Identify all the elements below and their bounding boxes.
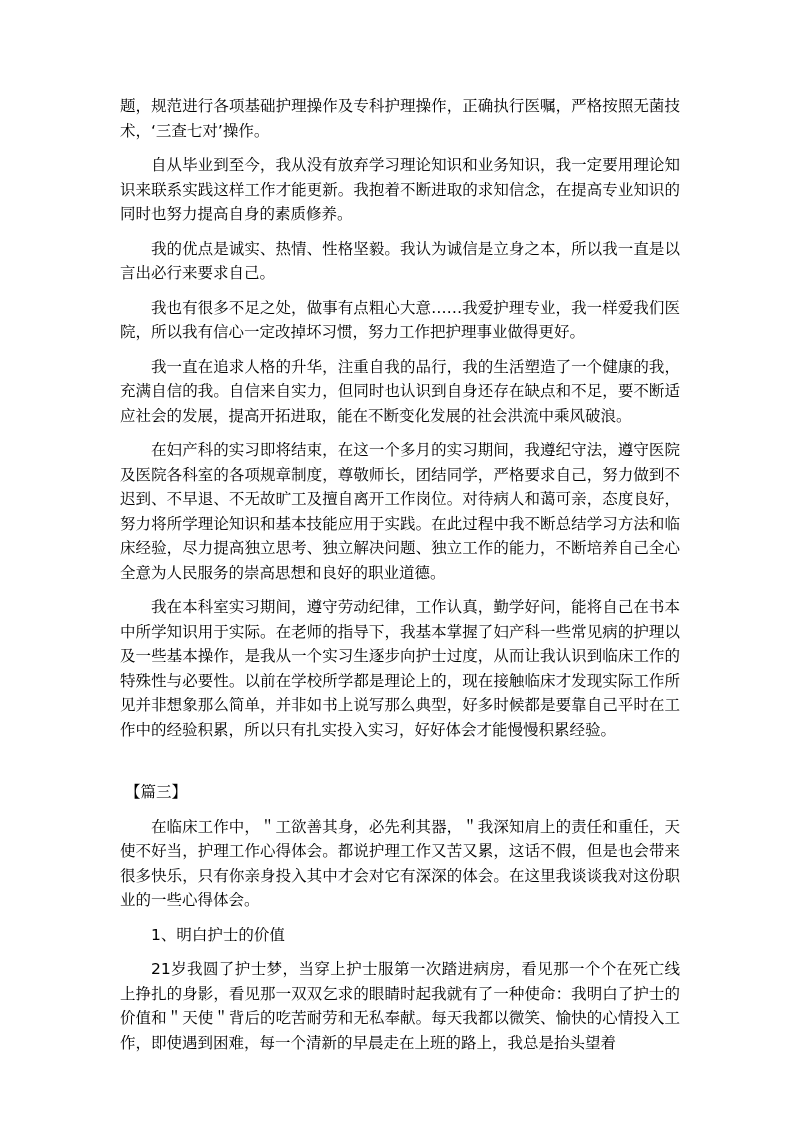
paragraph: 自从毕业到至今，我从没有放弃学习理论知识和业务知识，我一定要用理论知识来联系实践这样工作才能更新。我抱着不断进取的求知信念，在提高专业知识的同时也努力提高自身的素质修养。 <box>120 156 680 223</box>
paragraph: 21岁我圆了护士梦，当穿上护士服第一次踏进病房，看见那一个个在死亡线上挣扎的身影，看见那一双双乞求的眼睛时起我就有了一种使命：我明白了护士的价值和＂天使＂背后的吃苦耐劳和无私奉献。每天我都以微笑、愉快的心情投入工作，即使遇到困难，每一个清新的早晨走在上班的路上，我总是抬头望着 <box>120 960 680 1052</box>
paragraph: 在临床工作中，＂工欲善其身，必先利其器，＂我深知肩上的责任和重任，天使不好当，护理工作心得体会。都说护理工作又苦又累，这话不假，但是也会带来很多快乐，只有你亲身投入其中才会对它有深深的体会。在这里我谈谈我对这份职业的一些心得体会。 <box>120 817 680 909</box>
paragraph: 我一直在追求人格的升华，注重自我的品行，我的生活塑造了一个健康的我，充满自信的我。自信来自实力，但同时也认识到自身还存在缺点和不足，要不断适应社会的发展，提高开拓进取，能在不断变化发展的社会洪流中乘风破浪。 <box>120 357 680 425</box>
document-body <box>120 94 680 1055</box>
subheading: 1、明白护士的价值 <box>151 925 285 944</box>
paragraph: 在妇产科的实习即将结束，在这一个多月的实习期间，我遵纪守法，遵守医院及医院各科室的各项规章制度，尊敬师长，团结同学，严格要求自己，努力做到不迟到、不早退、不无故旷工及擅自离开工作岗位。对待病人和蔼可亲，态度良好，努力将所学理论知识和基本技能应用于实践。在此过程中我不断总结学习方法和临床经验，尽力提高独立思考、独立解决问题、独立工作的能力，不断培养自己全心全意为人民服务的崇高思想和良好的职业道德。 <box>120 441 680 582</box>
paragraph: 我也有很多不足之处，做事有点粗心大意……我爱护理专业，我一样爱我们医院，所以我有信心一定改掉坏习惯，努力工作把护理事业做得更好。 <box>120 298 680 341</box>
paragraph: 我的优点是诚实、热情、性格坚毅。我认为诚信是立身之本，所以我一直是以言出必行来要求自己。 <box>120 239 680 282</box>
section-heading: 【篇三】 <box>125 783 188 801</box>
paragraph: 我在本科室实习期间，遵守劳动纪律，工作认真，勤学好问，能将自己在书本中所学知识用于实际。在老师的指导下，我基本掌握了妇产科一些常见病的护理以及一些基本操作，是我从一个实习生逐步向护士过度，从而让我认识到临床工作的特殊性与必要性。以前在学校所学都是理论上的，现在接触临床才发现实际工作所见并非想象那么简单，并非如书上说写那么典型，好多时候都是要靠自己平时在工作中的经验积累，所以只有扎实投入实习，好好体会才能慢慢积累经验。 <box>120 598 680 739</box>
paragraph: 题，规范进行各项基础护理操作及专科护理操作，正确执行医嘱，严格按照无菌技术，‘三查七对’操作。 <box>120 97 680 140</box>
